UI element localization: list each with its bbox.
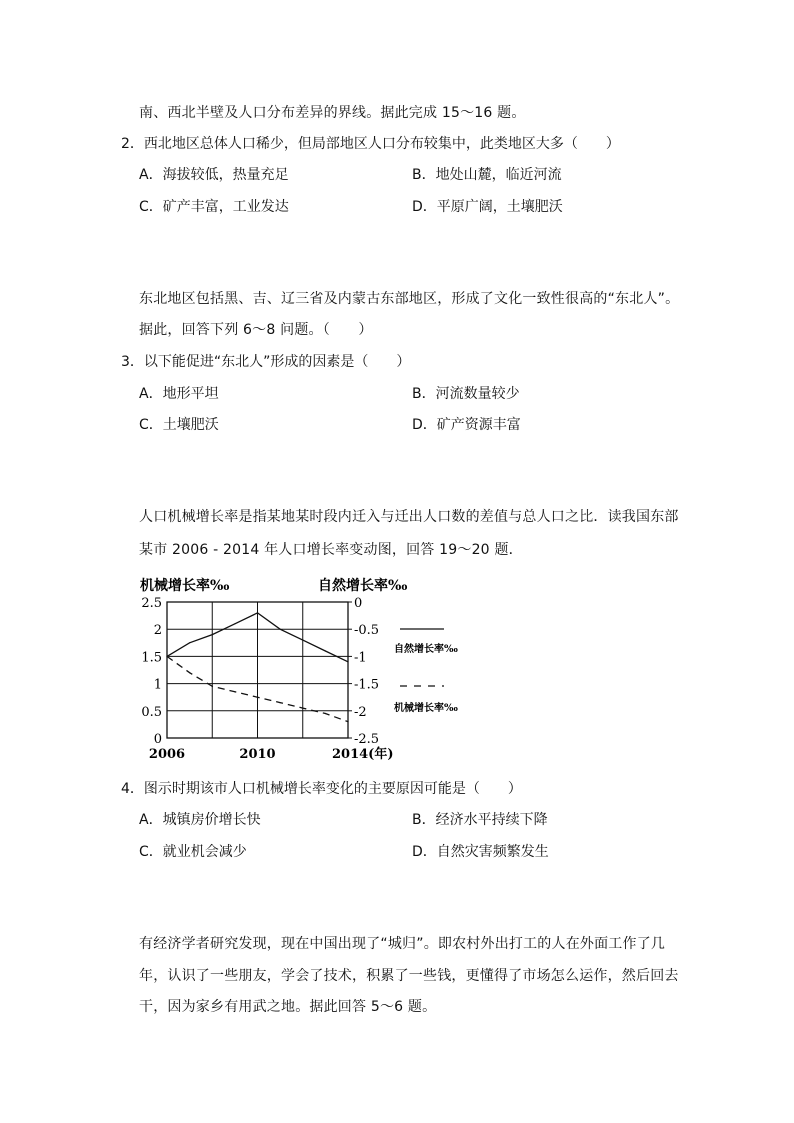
data-point xyxy=(302,708,303,709)
option-a: A．海拔较低，热量充足 xyxy=(139,167,289,183)
question-stem: 2．西北地区总体人口稀少，但局部地区人口分布较集中，此类地区大多（ ） xyxy=(121,136,620,152)
data-point xyxy=(212,686,213,687)
intro-text: 南、西北半壁及人口分布差异的界线。据此完成 15～16 题。 xyxy=(139,105,526,121)
right-tick-label: 0 xyxy=(354,596,363,611)
option-a: A．城镇房价增长快 xyxy=(139,812,261,828)
data-point xyxy=(302,640,303,641)
right-axis-title: 自然增长率‰ xyxy=(318,578,408,594)
question-stem: 3．以下能促进“东北人”形成的因素是（ ） xyxy=(121,354,411,370)
data-point xyxy=(280,629,281,630)
option-b: B．经济水平持续下降 xyxy=(412,812,548,828)
option-b: B．地处山麓，临近河流 xyxy=(412,167,562,183)
chart-legend xyxy=(394,629,458,714)
intro-text-line: 干，因为家乡有用武之地。据此回答 5～6 题。 xyxy=(139,999,437,1015)
data-point xyxy=(234,691,235,692)
x-tick-label: 2006 xyxy=(148,747,186,762)
right-tick-label: -0.5 xyxy=(354,623,380,639)
data-point xyxy=(347,721,348,722)
left-tick-label: 1 xyxy=(153,677,162,693)
left-tick-label: 2 xyxy=(153,623,162,639)
option-a: A．地形平坦 xyxy=(139,386,219,402)
chart-grid xyxy=(167,602,348,738)
option-b: B．河流数量较少 xyxy=(412,386,520,402)
x-tick-label: 2010 xyxy=(239,747,276,762)
right-tick-label: -2.5 xyxy=(354,732,380,747)
intro-text-line: 有经济学者研究发现，现在中国出现了“城归”。即农村外出打工的人在外面工作了几 xyxy=(139,936,666,952)
option-d: D．平原广阔，土壤肥沃 xyxy=(412,199,563,215)
option-d: D．矿产资源丰富 xyxy=(412,417,521,433)
right-tick-label: -1 xyxy=(354,650,367,666)
data-point xyxy=(166,656,167,657)
intro-text-line: 某市 2006 - 2014 年人口增长率变动图，回答 19～20 题． xyxy=(139,542,523,558)
intro-text-line: 人口机械增长率是指某地某时段内迁入与迁出人口数的差值与总人口之比．读我国东部 xyxy=(139,509,679,525)
data-point xyxy=(325,650,326,651)
left-axis-title: 机械增长率‰ xyxy=(140,578,230,594)
intro-text-line: 东北地区包括黑、吉、辽三省及内蒙古东部地区，形成了文化一致性很高的“东北人”。 xyxy=(139,291,680,307)
left-tick-label: 1.5 xyxy=(141,650,162,666)
legend-natural-label: 自然增长率‰ xyxy=(394,644,458,655)
left-tick-label: 0.5 xyxy=(141,704,162,720)
data-point xyxy=(257,697,258,698)
right-tick-label: -2 xyxy=(354,704,367,720)
intro-text-line: 据此，回答下列 6～8 问题。（ ） xyxy=(139,322,373,338)
data-point xyxy=(325,713,326,714)
data-point xyxy=(189,642,190,643)
data-point xyxy=(189,672,190,673)
question-stem: 4．图示时期该市人口机械增长率变化的主要原因可能是（ ） xyxy=(121,781,522,797)
data-point xyxy=(347,661,348,662)
option-c: C．就业机会减少 xyxy=(139,844,247,860)
option-d: D．自然灾害频繁发生 xyxy=(412,844,549,860)
x-tick-label: 2014(年) xyxy=(332,747,394,762)
option-c: C．矿产丰富，工业发达 xyxy=(139,199,289,215)
legend-mechanical-label: 机械增长率‰ xyxy=(394,703,458,714)
right-tick-label: -1.5 xyxy=(354,677,380,693)
left-tick-label: 2.5 xyxy=(141,596,162,611)
data-point xyxy=(212,634,213,635)
intro-text-line: 年，认识了一些朋友，学会了技术，积累了一些钱，更懂得了市场怎么运作，然后回去 xyxy=(139,968,679,984)
left-tick-label: 0 xyxy=(153,732,162,747)
chart-ticks xyxy=(141,596,393,762)
option-c: C．土壤肥沃 xyxy=(139,417,219,433)
population-growth-chart xyxy=(140,574,480,764)
data-point xyxy=(257,612,258,613)
data-point xyxy=(280,702,281,703)
chart-svg xyxy=(140,574,480,764)
data-point xyxy=(234,623,235,624)
